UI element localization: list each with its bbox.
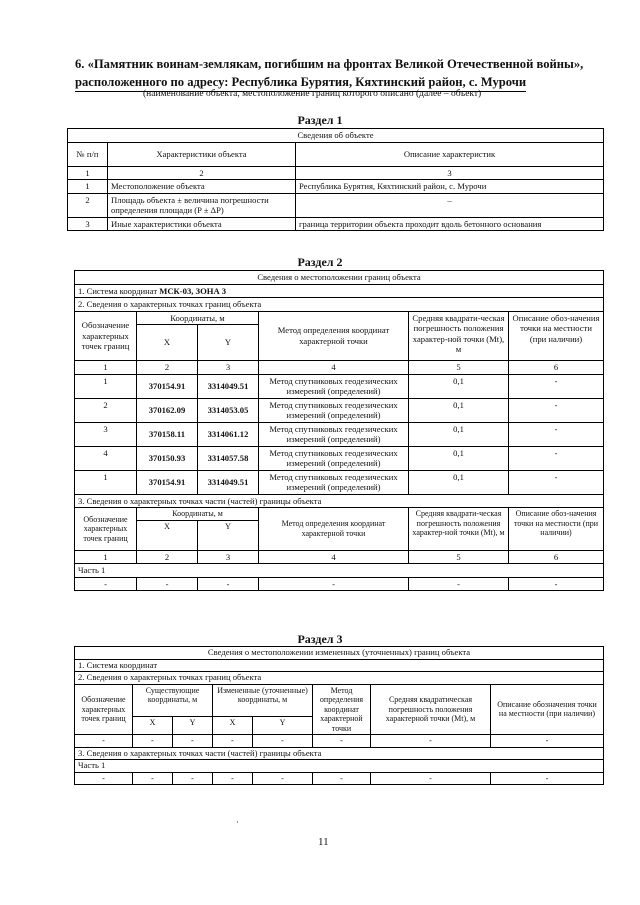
coordinate-system-label: 1. Система координат	[78, 285, 160, 296]
col-number: 6	[509, 550, 604, 564]
section1-table	[67, 128, 604, 231]
col-number: 4	[259, 361, 409, 375]
header-error: Средняя квадратическая погрешность положения характерной точки (Mt), м	[371, 684, 491, 735]
document-title	[75, 55, 583, 92]
row-cell: -	[253, 735, 313, 748]
point-id: 1	[75, 470, 137, 494]
part-cell: -	[213, 772, 253, 785]
part-header-designation: Обозначение характерных точек границ	[75, 508, 137, 551]
coordinate-system: 1. Система координат	[75, 659, 604, 672]
point-y: 3314049.51	[198, 470, 259, 494]
header-error: Средняя квадрати-ческая погрешность положения характер-ной точки (Mt), м	[409, 311, 509, 361]
section3-heading: Раздел 3	[297, 632, 343, 646]
point-desc: -	[509, 422, 604, 446]
col-number: 2	[137, 550, 198, 564]
point-y: 3314053.05	[198, 398, 259, 422]
header-existing-coords: Существующие координаты, м	[133, 684, 213, 716]
col-header-description: Описание характеристик	[296, 142, 604, 166]
row-cell: -	[75, 735, 133, 748]
part-header-error: Средняя квадрати-ческая погрешность положения характер-ной точки (Mt), м	[409, 508, 509, 551]
row-cell: -	[313, 735, 371, 748]
part-cell: -	[509, 577, 604, 591]
point-method: Метод спутниковых геодезических измерений (определений)	[259, 398, 409, 422]
table-row	[75, 374, 604, 398]
point-x: 370150.93	[137, 446, 198, 470]
point-desc: -	[509, 446, 604, 470]
point-desc: -	[509, 398, 604, 422]
point-x: 370154.91	[137, 374, 198, 398]
part-cell: -	[173, 772, 213, 785]
row-description: Республика Бурятия, Кяхтинский район, с. Мурочи	[296, 180, 604, 194]
part-cell: -	[75, 577, 137, 591]
title-line-2: расположенного по адресу: Республика Бурятия, Кяхтинский район, с. Мурочи	[75, 73, 526, 92]
point-y: 3314057.58	[198, 446, 259, 470]
point-id: 2	[75, 398, 137, 422]
header-changed-coords: Измененные (уточненные) координаты, м	[213, 684, 313, 716]
point-desc: -	[509, 470, 604, 494]
point-x: 370154.91	[137, 470, 198, 494]
section2-heading: Раздел 2	[297, 255, 343, 269]
table-row	[75, 446, 604, 470]
col-number: 2	[137, 361, 198, 375]
coordinate-system	[75, 284, 604, 298]
col-header-number: № п/п	[68, 142, 108, 166]
section1-table-title: Сведения об объекте	[68, 129, 604, 143]
table-row	[75, 772, 604, 785]
header-y: Y	[253, 716, 313, 734]
table-row	[75, 398, 604, 422]
point-x: 370158.11	[137, 422, 198, 446]
point-method: Метод спутниковых геодезических измерений (определений)	[259, 446, 409, 470]
section2-table-title: Сведения о местоположении границ объекта	[75, 271, 604, 285]
col-number: 3	[296, 166, 604, 180]
header-designation: Обозначение характерных точек границ	[75, 684, 133, 735]
part-cell: -	[371, 772, 491, 785]
point-desc: -	[509, 374, 604, 398]
row-number: 1	[68, 180, 108, 194]
header-x: X	[137, 325, 198, 361]
point-mt: 0,1	[409, 446, 509, 470]
title-line-1: 6. «Памятник воинам-землякам, погибшим на фронтах Великой Отечественной войны»,	[75, 57, 584, 71]
point-mt: 0,1	[409, 398, 509, 422]
points-title: 2. Сведения о характерных точках границ объекта	[75, 672, 604, 685]
col-number: 1	[75, 550, 137, 564]
part-header-coords: Координаты, м	[137, 508, 259, 521]
section2-table	[74, 270, 604, 591]
col-number: 3	[198, 361, 259, 375]
header-y: Y	[173, 716, 213, 734]
row-description: –	[296, 193, 604, 217]
table-row	[75, 422, 604, 446]
table-row	[75, 577, 604, 591]
point-method: Метод спутниковых геодезических измерений (определений)	[259, 374, 409, 398]
table-row	[75, 735, 604, 748]
part-header-x: X	[137, 520, 198, 550]
col-number: 5	[409, 550, 509, 564]
part-cell: -	[137, 577, 198, 591]
point-x: 370162.09	[137, 398, 198, 422]
col-number: 4	[259, 550, 409, 564]
part-label: Часть 1	[75, 564, 604, 578]
col-number: 6	[509, 361, 604, 375]
point-mt: 0,1	[409, 470, 509, 494]
point-id: 3	[75, 422, 137, 446]
point-method: Метод спутниковых геодезических измерений (определений)	[259, 470, 409, 494]
row-cell: -	[173, 735, 213, 748]
row-cell: -	[491, 735, 604, 748]
points-title: 2. Сведения о характерных точках границ объекта	[75, 298, 604, 312]
row-cell: -	[133, 735, 173, 748]
table-row	[68, 217, 604, 231]
point-y: 3314049.51	[198, 374, 259, 398]
row-number: 2	[68, 193, 108, 217]
row-cell: -	[371, 735, 491, 748]
part-cell: -	[133, 772, 173, 785]
page-number: 11	[318, 836, 329, 848]
section1-heading: Раздел 1	[297, 113, 343, 127]
header-x: X	[213, 716, 253, 734]
col-number: 5	[409, 361, 509, 375]
part-cell: -	[198, 577, 259, 591]
header-y: Y	[198, 325, 259, 361]
part-cell: -	[491, 772, 604, 785]
header-coords: Координаты, м	[137, 311, 259, 325]
row-cell: -	[213, 735, 253, 748]
table-row	[68, 180, 604, 194]
part-header-method: Метод определения координат характерной точки	[259, 508, 409, 551]
point-method: Метод спутниковых геодезических измерений (определений)	[259, 422, 409, 446]
point-mt: 0,1	[409, 422, 509, 446]
part-header-description: Описание обоз-начения точки на местности (при наличии)	[509, 508, 604, 551]
part-cell: -	[253, 772, 313, 785]
row-characteristic: Местоположение объекта	[108, 180, 296, 194]
table-row	[75, 470, 604, 494]
part-cell: -	[409, 577, 509, 591]
section3-table-title: Сведения о местоположении измененных (уточненных) границ объекта	[75, 647, 604, 660]
row-description: граница территории объекта проходит вдоль бетонного основания	[296, 217, 604, 231]
col-number: 2	[108, 166, 296, 180]
row-characteristic: Иные характеристики объекта	[108, 217, 296, 231]
part-cell: -	[75, 772, 133, 785]
row-characteristic: Площадь объекта ± величина погрешности определения площади (P ± ΔP)	[108, 193, 296, 217]
row-number: 3	[68, 217, 108, 231]
header-designation: Обозначение характерных точек границ	[75, 311, 137, 361]
parts-title: 3. Сведения о характерных точках части (частей) границы объекта	[75, 494, 604, 508]
stray-dot: ·	[236, 817, 239, 827]
col-number: 1	[68, 166, 108, 180]
header-method: Метод определения координат характерной точки	[313, 684, 371, 735]
point-mt: 0,1	[409, 374, 509, 398]
header-method: Метод определения координат характерной точки	[259, 311, 409, 361]
section3-table	[74, 646, 604, 785]
header-x: X	[133, 716, 173, 734]
col-number: 3	[198, 550, 259, 564]
part-cell: -	[313, 772, 371, 785]
point-id: 4	[75, 446, 137, 470]
coordinate-system-value: МСК-03, ЗОНА 3	[159, 285, 227, 296]
header-description: Описание обоз-начения точки на местности (при наличии)	[509, 311, 604, 361]
point-id: 1	[75, 374, 137, 398]
part-cell: -	[259, 577, 409, 591]
part-label: Часть 1	[75, 760, 604, 773]
parts-title: 3. Сведения о характерных точках части (частей) границы объекта	[75, 747, 604, 760]
point-y: 3314061.12	[198, 422, 259, 446]
title-caption: (наименование объекта, местоположение границ которого описано (далее – объект)	[143, 89, 482, 99]
table-row	[68, 193, 604, 217]
header-description: Описание обозначения точки на местности (при наличии)	[491, 684, 604, 735]
col-number: 1	[75, 361, 137, 375]
col-header-characteristic: Характеристики объекта	[108, 142, 296, 166]
part-header-y: Y	[198, 520, 259, 550]
